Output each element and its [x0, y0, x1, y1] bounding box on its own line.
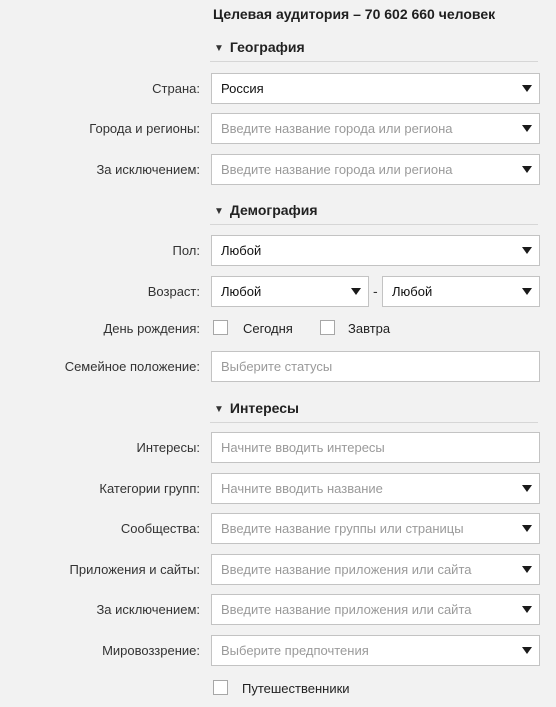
triangle-down-icon: ▼ [214, 206, 224, 217]
birthday-tomorrow-checkbox[interactable] [320, 320, 335, 335]
age-label: Возраст: [147, 284, 200, 299]
cities-placeholder: Введите название города или региона [221, 121, 453, 136]
caret-down-icon [522, 525, 532, 532]
age-from-select[interactable] [211, 276, 369, 307]
age-separator: - [373, 283, 378, 299]
section-interests-label: Интересы [229, 400, 299, 416]
group-categories-input[interactable] [211, 473, 540, 504]
birthday-tomorrow-label: Завтра [348, 321, 391, 336]
gender-value: Любой [221, 243, 262, 258]
communities-placeholder: Введите название группы или страницы [221, 521, 464, 536]
travelers-label: Путешественники [242, 681, 350, 696]
apps-sites-placeholder: Введите название приложения или сайта [221, 562, 472, 577]
caret-down-icon [522, 647, 532, 654]
section-demography-label: Демография [229, 202, 318, 218]
triangle-down-icon: ▼ [214, 404, 224, 415]
caret-down-icon [522, 566, 532, 573]
apps-sites-input[interactable] [211, 554, 540, 585]
communities-input[interactable] [211, 513, 540, 544]
cities-input[interactable] [211, 113, 540, 144]
marital-status-input[interactable] [211, 351, 540, 382]
triangle-down-icon: ▼ [214, 43, 224, 54]
marital-status-label: Семейное положение: [64, 359, 200, 374]
interests-input[interactable] [211, 432, 540, 463]
gender-label: Пол: [172, 243, 200, 258]
age-to-value: Любой [392, 284, 433, 299]
divider [210, 422, 538, 423]
worldview-label: Мировоззрение: [102, 643, 200, 658]
section-demography-toggle[interactable] [214, 202, 318, 218]
exclude-cities-input[interactable] [211, 154, 540, 185]
interests-label: Интересы: [136, 440, 200, 455]
exclude-cities-placeholder: Введите название города или региона [221, 162, 453, 177]
birthday-label: День рождения: [103, 321, 200, 336]
worldview-select[interactable] [211, 635, 540, 666]
section-geography-toggle[interactable] [214, 39, 305, 55]
group-categories-placeholder: Начните вводить название [221, 481, 383, 496]
caret-down-icon [351, 288, 361, 295]
caret-down-icon [522, 247, 532, 254]
caret-down-icon [522, 485, 532, 492]
divider [210, 224, 538, 225]
country-label: Страна: [152, 81, 200, 96]
age-from-value: Любой [221, 284, 262, 299]
caret-down-icon [522, 606, 532, 613]
caret-down-icon [522, 288, 532, 295]
exclude-cities-label: За исключением: [96, 162, 200, 177]
audience-size-title: Целевая аудитория – 70 602 660 человек [213, 6, 496, 22]
exclude-apps-label: За исключением: [96, 602, 200, 617]
apps-sites-label: Приложения и сайты: [69, 562, 200, 577]
cities-label: Города и регионы: [89, 121, 200, 136]
section-geography-label: География [229, 39, 305, 55]
worldview-placeholder: Выберите предпочтения [221, 643, 369, 658]
divider [210, 61, 538, 62]
caret-down-icon [522, 85, 532, 92]
caret-down-icon [522, 125, 532, 132]
caret-down-icon [522, 166, 532, 173]
section-interests-toggle[interactable] [214, 400, 299, 416]
birthday-today-checkbox[interactable] [213, 320, 228, 335]
gender-select[interactable] [211, 235, 540, 266]
age-to-select[interactable] [382, 276, 540, 307]
exclude-apps-input[interactable] [211, 594, 540, 625]
communities-label: Сообщества: [120, 521, 200, 536]
group-categories-label: Категории групп: [99, 481, 200, 496]
country-select[interactable] [211, 73, 540, 104]
exclude-apps-placeholder: Введите название приложения или сайта [221, 602, 472, 617]
marital-status-placeholder: Выберите статусы [221, 359, 333, 374]
country-value: Россия [221, 81, 264, 96]
travelers-checkbox[interactable] [213, 680, 228, 695]
interests-placeholder: Начните вводить интересы [221, 440, 385, 455]
birthday-today-label: Сегодня [243, 321, 293, 336]
